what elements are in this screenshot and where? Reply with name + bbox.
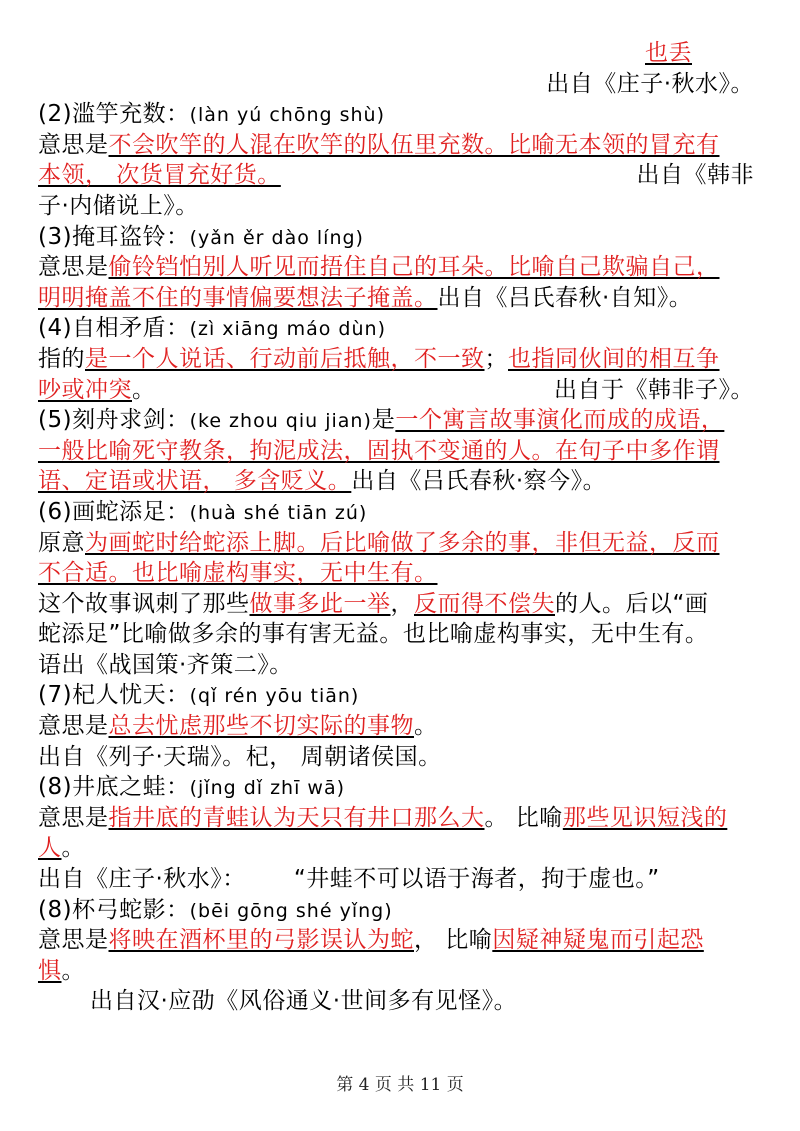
entry-9-meaning-red-1b: 因疑神疑鬼而引起恐	[492, 927, 704, 954]
entry-6-source: 语出《战国策·齐策二》。	[38, 651, 293, 678]
period: 。	[61, 835, 85, 862]
entry-4-meaning-line-2	[38, 375, 762, 406]
document-body	[38, 38, 762, 1017]
entry-6-para-red-1: 做事多此一举	[249, 590, 391, 617]
entry-7-heading	[38, 680, 762, 711]
entry-2-heading	[38, 99, 762, 130]
entry-9-meaning-red-1: 将映在酒杯里的弓影误认为蛇	[108, 927, 414, 954]
entry-5-meaning-red-1: 一个寓言故事演化而成的成语，	[395, 407, 725, 434]
entry-5-heading	[38, 405, 762, 436]
entry-3-meaning-line-2	[38, 283, 762, 314]
entry-2-meaning-line-1	[38, 130, 762, 161]
entry-9-title: (8)杯弓蛇影：	[38, 896, 190, 923]
entry-3-title: (3)掩耳盗铃：	[38, 223, 190, 250]
entry-5-source: 出自《吕氏春秋·察今》。	[351, 468, 607, 495]
entry-9-meaning-line-2	[38, 956, 762, 987]
entry-5-meaning-line-3	[38, 466, 762, 497]
entry-6-pinyin: (huà shé tiān zú)	[189, 501, 368, 524]
entry-4-source: 出自于《韩非子》。	[554, 376, 754, 403]
entry-4-meaning-red-2: 吵或冲突	[38, 376, 132, 403]
entry-8-pinyin: (jǐng dǐ zhī wā)	[189, 777, 346, 800]
meaning-label: 意思是	[38, 713, 109, 740]
entry-7-pinyin: (qǐ rén yōu tiān)	[189, 685, 360, 708]
entry-9-pinyin: (bēi gōng shé yǐng)	[189, 899, 393, 922]
separator: ；	[484, 345, 508, 372]
meaning-label: 意思是	[38, 927, 109, 954]
entry-5-meaning-red-3: 语、定语或状语， 多含贬义。	[38, 468, 352, 495]
meaning-label: 意思是	[38, 804, 109, 831]
entry-4-title: (4)自相矛盾：	[38, 315, 190, 342]
entry-3-heading	[38, 222, 762, 253]
entry-6-para-text: 这个故事讽刺了那些	[38, 590, 250, 617]
meaning-label: 原意	[38, 529, 85, 556]
comma: ，	[390, 590, 414, 617]
top-red-line	[38, 38, 762, 69]
entry-5-title: (5)刻舟求剑：	[38, 407, 190, 434]
top-red-text: 也丢	[645, 40, 692, 66]
entry-8-meaning-line-2	[38, 833, 762, 864]
entry-6-source-line	[38, 650, 762, 681]
entry-6-para-text-end: 的人。后以“画	[555, 590, 709, 617]
entry-3-meaning-line-1	[38, 252, 762, 283]
entry-6-heading	[38, 497, 762, 528]
top-source: 出自《庄子·秋水》。	[546, 70, 754, 97]
entry-6-para-line-2	[38, 619, 762, 650]
entry-7-meaning-line	[38, 711, 762, 742]
entry-2-source-1: 出自《韩非	[636, 162, 754, 189]
top-source-line	[38, 69, 762, 100]
entry-7-source-line	[38, 742, 762, 773]
meaning-label: 意思是	[38, 254, 109, 281]
entry-3-source: 出自《吕氏春秋·自知》。	[437, 284, 693, 311]
entry-4-heading	[38, 313, 762, 344]
entry-5-is: 是	[371, 407, 396, 434]
entry-2-meaning-red-1: 不会吹竽的人混在吹竽的队伍里充数。比喻无本领的冒充有	[108, 131, 720, 158]
period: 。	[132, 376, 156, 403]
entry-4-meaning-line-1	[38, 344, 762, 375]
entry-6-title: (6)画蛇添足：	[38, 498, 190, 525]
entry-6-para-text-2: 蛇添足”比喻做多余的事有害无益。也比喻虚构事实，无中生有。	[38, 621, 709, 648]
entry-8-title: (8)井底之蛙：	[38, 774, 190, 801]
entry-2-meaning-red-2: 本领， 次货冒充好货。	[38, 162, 281, 189]
entry-5-meaning-red-2: 一般比喻死守教条，拘泥成法，固执不变通的人。在句子中多作谓	[38, 437, 720, 464]
entry-9-meaning-line-1	[38, 925, 762, 956]
entry-4-meaning-red-1: 是一个人说话、行动前后抵触，不一致	[85, 345, 485, 372]
entry-7-title: (7)杞人忧天：	[38, 682, 190, 709]
entry-6-meaning-red-2: 不合适。也比喻虚构事实，无中生有。	[38, 560, 438, 587]
entry-8-heading	[38, 772, 762, 803]
entry-9-source: 出自汉·应劭《风俗通义·世间多有见怪》。	[90, 988, 518, 1015]
entry-8-meaning-red-2: 人	[38, 835, 62, 862]
period: 。	[414, 713, 438, 740]
entry-4-meaning-red-1b: 也指同伙间的相互争	[508, 345, 720, 372]
entry-6-para-red-2: 反而得不偿失	[414, 590, 555, 617]
entry-8-meaning-red-1: 指井底的青蛙认为天只有井口那么大	[108, 804, 485, 831]
entry-6-meaning-red-1: 为画蛇时给蛇添上脚。后比喻做了多余的事，非但无益，反而	[85, 529, 720, 556]
entry-3-meaning-red-1: 偷铃铛怕别人听见而捂住自己的耳朵。比喻自己欺骗自己，	[108, 254, 720, 281]
entry-4-pinyin: (zì xiāng máo dùn)	[189, 318, 386, 341]
entry-6-para-line-1	[38, 589, 762, 620]
entry-9-meaning-red-2: 惧	[38, 957, 62, 984]
entry-8-source-line	[38, 864, 762, 895]
entry-2-meaning-line-2	[38, 160, 762, 191]
entry-6-meaning-line-1	[38, 528, 762, 559]
meaning-label: 意思是	[38, 131, 109, 158]
entry-8-meaning-red-1b: 那些见识短浅的	[562, 804, 728, 831]
period: 。	[61, 957, 85, 984]
page-footer: 第 4 页 共 11 页	[336, 1075, 464, 1095]
entry-8-quote: “井蛙不可以语于海者，拘于虚也。”	[293, 866, 660, 893]
entry-5-meaning-line-2	[38, 436, 762, 467]
entry-8-source: 出自《庄子·秋水》：	[38, 866, 246, 893]
entry-9-source-line	[38, 986, 762, 1017]
entry-6-meaning-line-2	[38, 558, 762, 589]
entry-9-heading	[38, 895, 762, 926]
entry-3-pinyin: (yǎn ěr dào líng)	[189, 226, 364, 249]
entry-3-meaning-red-2: 明明掩盖不住的事情偏要想法子掩盖。	[38, 284, 438, 311]
entry-7-meaning-red: 总去忧虑那些不切实际的事物	[108, 713, 414, 740]
entry-8-meaning-line-1	[38, 803, 762, 834]
entry-2-title: (2)滥竽充数：	[38, 101, 190, 128]
entry-2-pinyin: (làn yú chōng shù)	[189, 104, 385, 127]
meaning-label: 指的	[38, 345, 85, 372]
entry-8-compare: 。 比喻	[484, 804, 563, 831]
entry-9-compare: ， 比喻	[414, 927, 493, 954]
entry-7-source: 出自《列子·天瑞》。杞， 周朝诸侯国。	[38, 743, 442, 770]
entry-2-source-2: 子·内储说上》。	[38, 192, 199, 219]
entry-2-source-line	[38, 191, 762, 222]
entry-5-pinyin: (ke zhou qiu jian)	[189, 410, 372, 433]
